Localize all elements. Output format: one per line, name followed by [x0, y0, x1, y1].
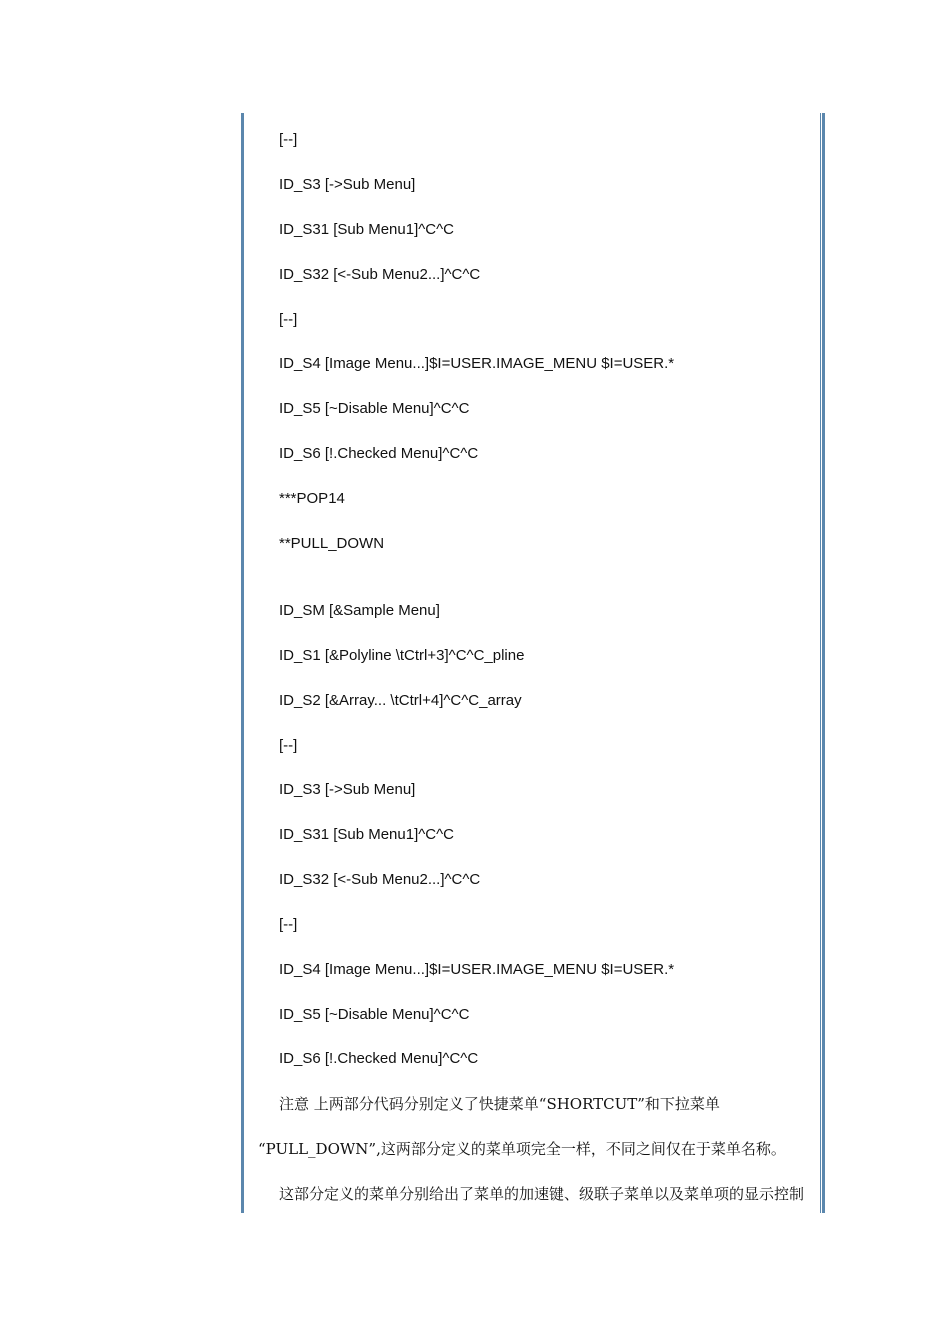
code-line: ID_S4 [Image Menu...]$I=USER.IMAGE_MENU $I=USER.* [279, 961, 675, 978]
code-line: ID_SM [&Sample Menu] [279, 602, 440, 619]
code-line: ID_S2 [&Array... \tCtrl+4]^C^C_array [279, 692, 522, 709]
code-line: ID_S31 [Sub Menu1]^C^C [279, 221, 454, 238]
note-paragraph-line: 这部分定义的菜单分别给出了菜单的加速键、级联子菜单以及菜单项的显示控制 [279, 1185, 805, 1203]
code-line: ID_S5 [~Disable Menu]^C^C [279, 400, 470, 417]
code-line: ID_S32 [<-Sub Menu2...]^C^C [279, 266, 481, 283]
code-line: [--] [279, 916, 298, 933]
code-line: [--] [279, 131, 298, 148]
code-line: ID_S5 [~Disable Menu]^C^C [279, 1006, 470, 1023]
code-line: ID_S6 [!.Checked Menu]^C^C [279, 445, 479, 462]
quote-frame-left-border [241, 113, 244, 1213]
code-line: ID_S1 [&Polyline \tCtrl+3]^C^C_pline [279, 647, 525, 664]
note-paragraph-line: “PULL_DOWN”,这两部分定义的菜单项完全一样，不同之间仅在于菜单名称。 [258, 1140, 786, 1158]
code-line: [--] [279, 737, 298, 754]
code-line: ID_S31 [Sub Menu1]^C^C [279, 826, 454, 843]
code-line: ID_S6 [!.Checked Menu]^C^C [279, 1050, 479, 1067]
code-line: ***POP14 [279, 490, 345, 507]
quote-frame-right-border [820, 113, 825, 1213]
code-line: **PULL_DOWN [279, 535, 385, 552]
code-line: ID_S32 [<-Sub Menu2...]^C^C [279, 871, 481, 888]
code-line: [--] [279, 311, 298, 328]
code-line: ID_S3 [->Sub Menu] [279, 781, 416, 798]
code-line: ID_S3 [->Sub Menu] [279, 176, 416, 193]
code-line: ID_S4 [Image Menu...]$I=USER.IMAGE_MENU $I=USER.* [279, 355, 675, 372]
note-paragraph-line: 注意 上两部分代码分别定义了快捷菜单“SHORTCUT”和下拉菜单 [279, 1095, 720, 1113]
